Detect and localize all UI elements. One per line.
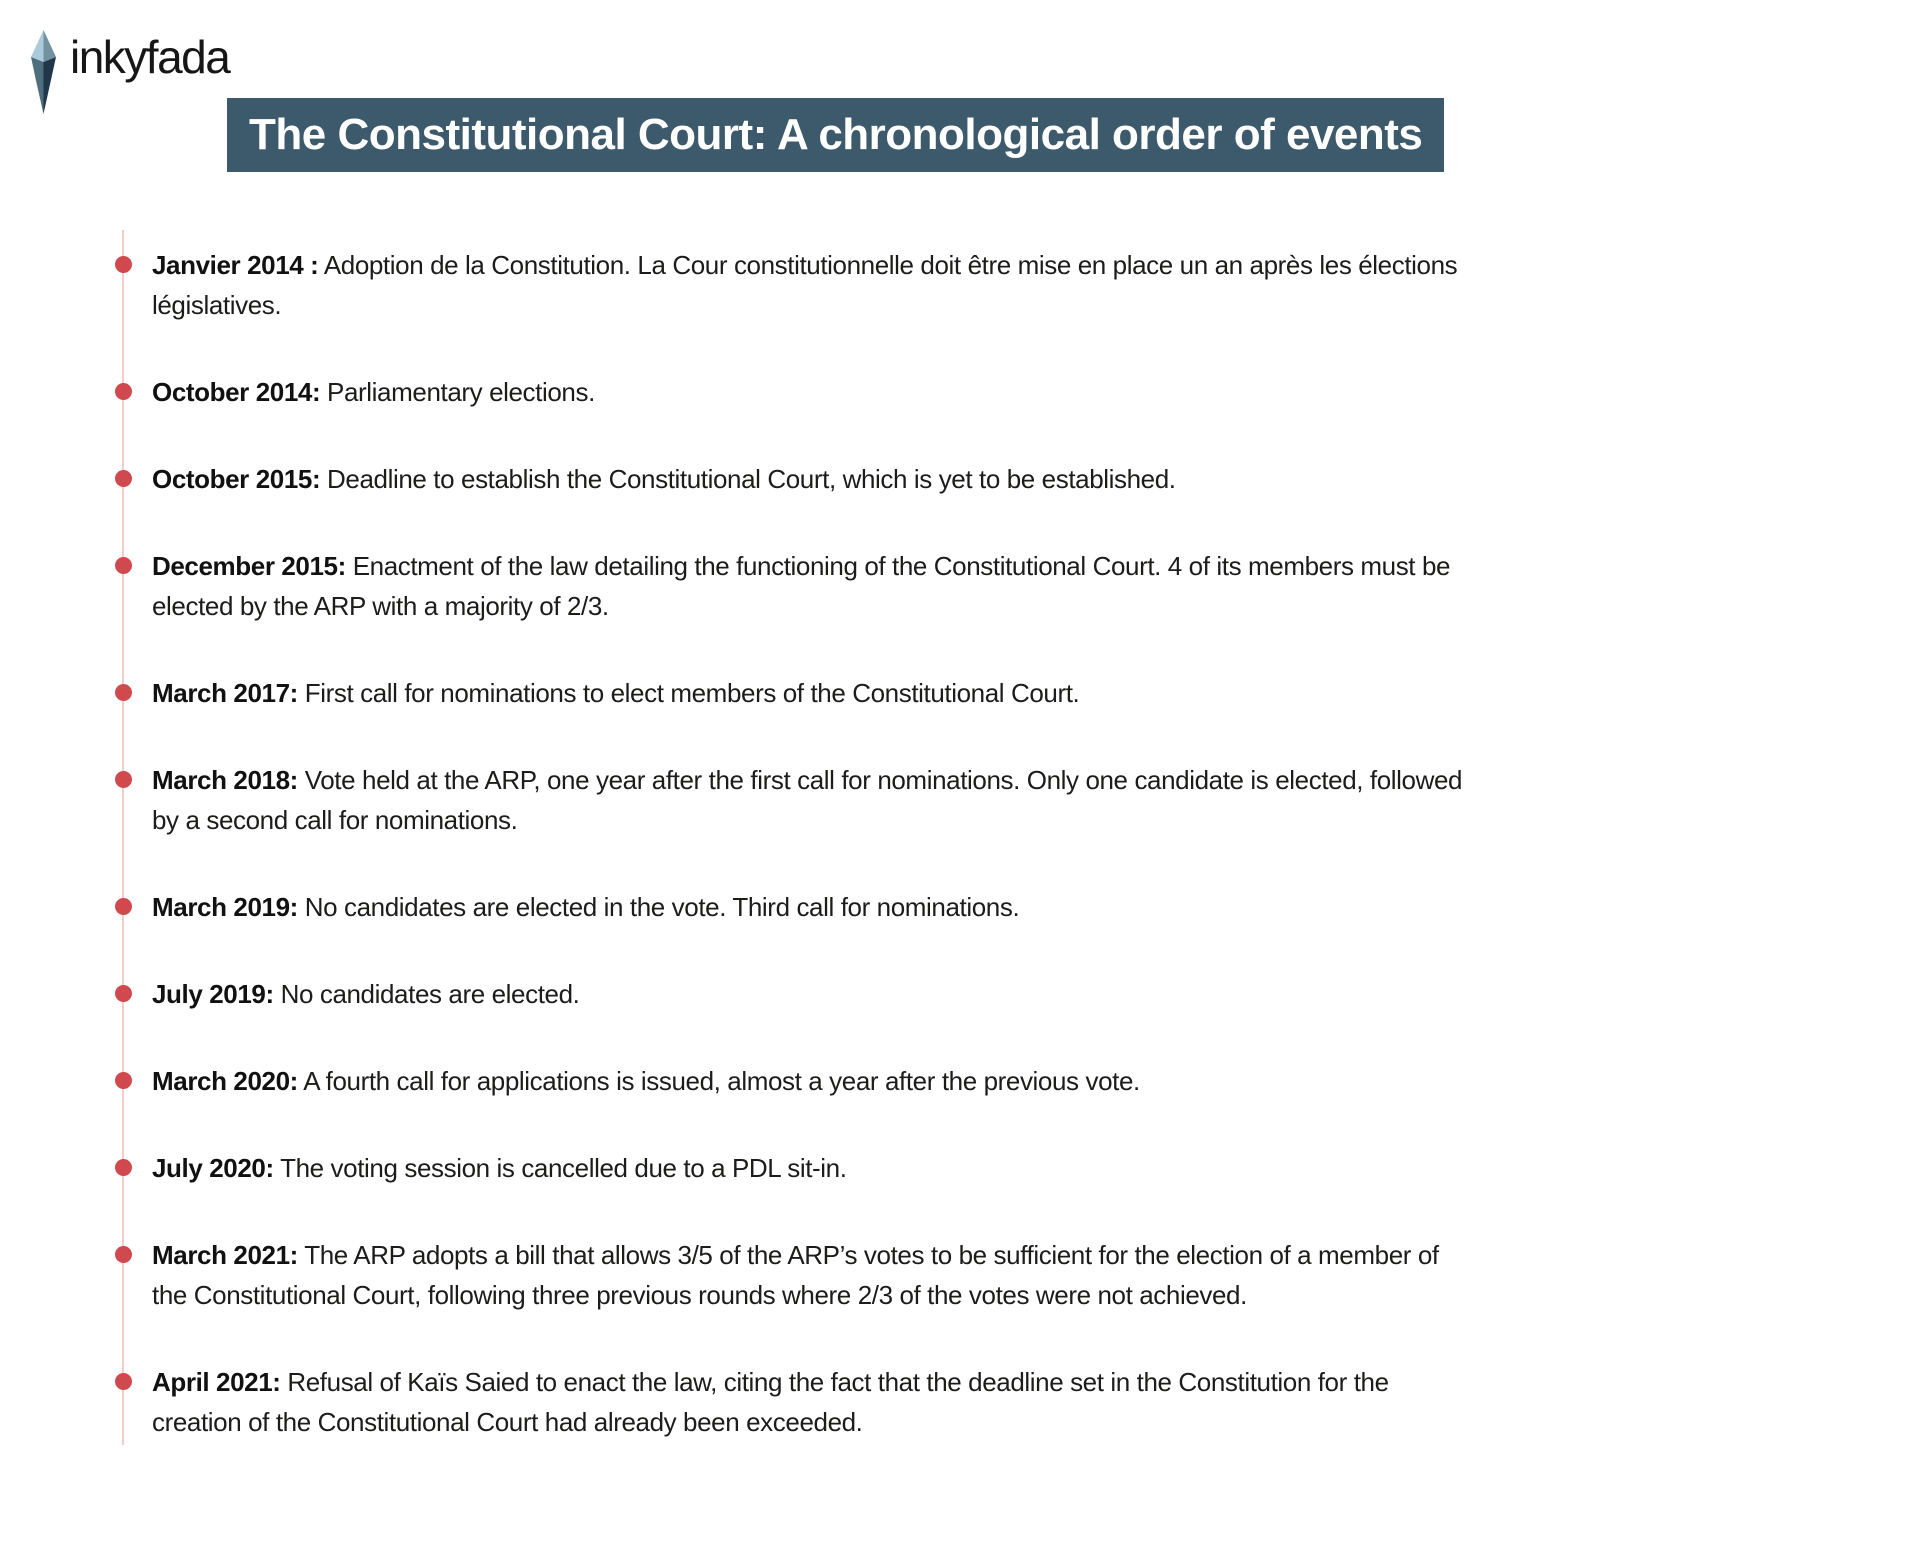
timeline-event xyxy=(114,546,1467,626)
event-date: March 2020: xyxy=(152,1066,298,1096)
timeline-event xyxy=(114,1148,1467,1188)
event-text xyxy=(152,1061,1467,1101)
timeline-event xyxy=(114,673,1467,713)
event-description: The voting session is cancelled due to a PDL sit-in. xyxy=(280,1153,847,1183)
event-date: Janvier 2014 : xyxy=(152,250,319,280)
timeline-event xyxy=(114,887,1467,927)
timeline xyxy=(114,245,1474,1442)
event-description: The ARP adopts a bill that allows 3/5 of the ARP’s votes to be sufficient for the election of a member of the Constitutional Court, following three previous rounds where 2/3 of the votes were not achieved. xyxy=(152,1240,1439,1310)
timeline-dot-icon xyxy=(115,771,132,788)
timeline-event xyxy=(114,760,1467,840)
timeline-event xyxy=(114,974,1467,1014)
event-description: Enactment of the law detailing the functioning of the Constitutional Court. 4 of its members must be elected by the ARP with a majority of 2/3. xyxy=(152,551,1451,621)
event-text xyxy=(152,372,1467,412)
timeline-event xyxy=(114,372,1467,412)
event-text xyxy=(152,760,1467,840)
event-description: Adoption de la Constitution. La Cour constitutionnelle doit être mise en place un an après les élections législatives. xyxy=(152,250,1458,320)
page-title: The Constitutional Court: A chronological order of events xyxy=(227,98,1444,172)
timeline-dot-icon xyxy=(115,1246,132,1263)
inkyfada-logo[interactable] xyxy=(30,30,229,114)
event-text xyxy=(152,459,1467,499)
event-text xyxy=(152,1235,1467,1315)
timeline-dot-icon xyxy=(115,898,132,915)
event-description: Vote held at the ARP, one year after the first call for nominations. Only one candidate is elected, followed by a second call for nominations. xyxy=(152,765,1463,835)
event-text xyxy=(152,245,1467,325)
event-text xyxy=(152,974,1467,1014)
timeline-dot-icon xyxy=(115,1072,132,1089)
inkyfada-crystal-icon xyxy=(30,30,57,114)
timeline-event xyxy=(114,1235,1467,1315)
event-description: Deadline to establish the Constitutional Court, which is yet to be established. xyxy=(327,464,1176,494)
event-text xyxy=(152,1148,1467,1188)
timeline-event xyxy=(114,245,1467,325)
logo-wordmark: inkyfada xyxy=(70,31,230,83)
event-date: March 2021: xyxy=(152,1240,298,1270)
timeline-event xyxy=(114,459,1467,499)
timeline-dot-icon xyxy=(115,557,132,574)
timeline-dot-icon xyxy=(115,1159,132,1176)
event-text xyxy=(152,1362,1467,1442)
event-text xyxy=(152,887,1467,927)
timeline-event xyxy=(114,1061,1467,1101)
event-date: October 2015: xyxy=(152,464,321,494)
event-description: No candidates are elected in the vote. Third call for nominations. xyxy=(304,892,1020,922)
event-description: Parliamentary elections. xyxy=(327,377,595,407)
event-description: First call for nominations to elect members of the Constitutional Court. xyxy=(304,678,1080,708)
timeline-dot-icon xyxy=(115,684,132,701)
event-date: July 2020: xyxy=(152,1153,274,1183)
event-date: July 2019: xyxy=(152,979,274,1009)
event-description: No candidates are elected. xyxy=(280,979,580,1009)
event-text xyxy=(152,673,1467,713)
timeline-event xyxy=(114,1362,1467,1442)
event-date: March 2019: xyxy=(152,892,298,922)
timeline-dot-icon xyxy=(115,470,132,487)
event-date: October 2014: xyxy=(152,377,321,407)
event-date: December 2015: xyxy=(152,551,346,581)
timeline-dot-icon xyxy=(115,985,132,1002)
timeline-dot-icon xyxy=(115,383,132,400)
event-description: A fourth call for applications is issued, almost a year after the previous vote. xyxy=(303,1066,1140,1096)
timeline-dot-icon xyxy=(115,1373,132,1390)
timeline-section xyxy=(114,245,1474,1442)
event-date: March 2017: xyxy=(152,678,298,708)
event-description: Refusal of Kaïs Saied to enact the law, citing the fact that the deadline set in the Constitution for the creation of the Constitutional Court had already been exceeded. xyxy=(152,1367,1389,1437)
event-date: April 2021: xyxy=(152,1367,281,1397)
event-text xyxy=(152,546,1467,626)
timeline-dot-icon xyxy=(115,256,132,273)
event-date: March 2018: xyxy=(152,765,298,795)
